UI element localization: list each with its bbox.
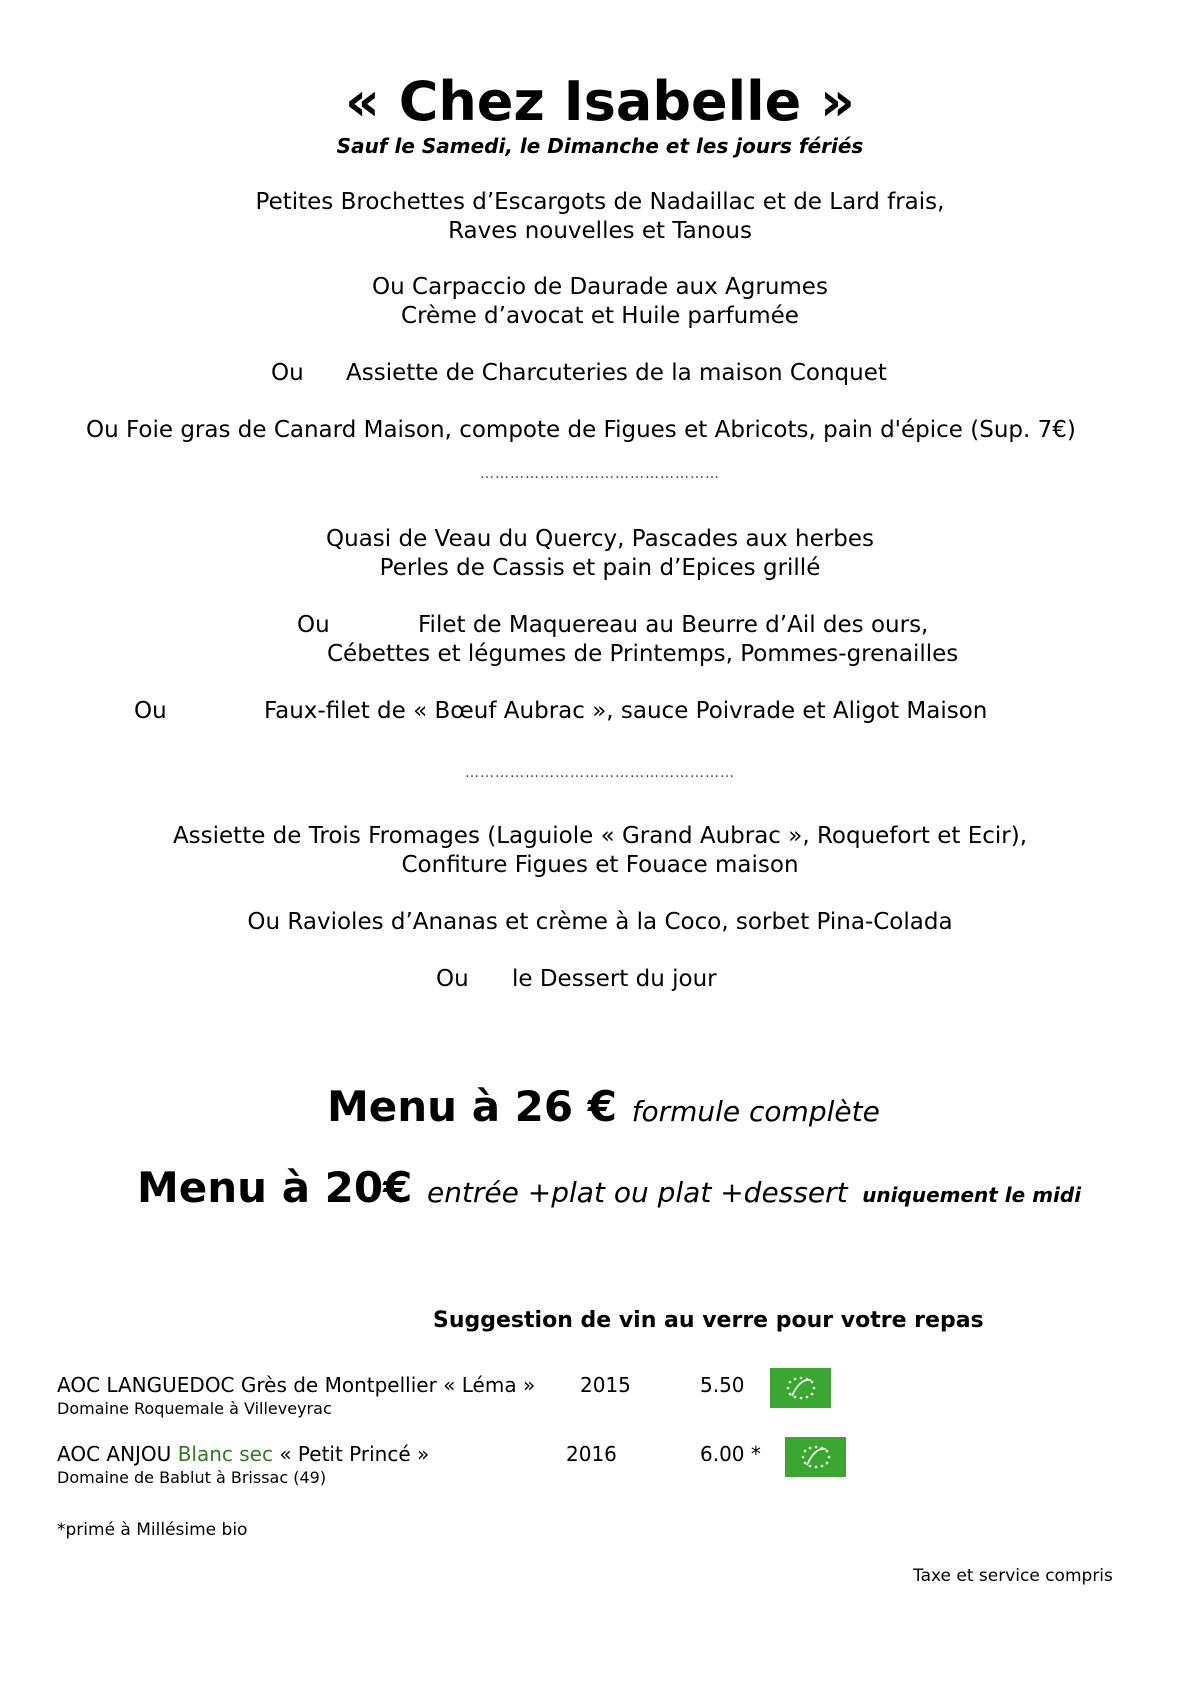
entree-4: Ou Foie gras de Canard Maison, compote de Figues et Abricots, pain d'épice (Sup. 7€) <box>86 417 1076 443</box>
wine-title: Suggestion de vin au verre pour votre repas <box>433 1308 984 1333</box>
wine-1-price: 5.50 <box>700 1373 745 1397</box>
plat-1 <box>0 525 1200 583</box>
dessert-2: Ou Ravioles d’Ananas et crème à la Coco, sorbet Pina-Colada <box>247 909 953 935</box>
wine-2-name-a: AOC ANJOU <box>57 1442 178 1466</box>
eu-organic-leaf-icon <box>770 1368 831 1408</box>
wine-2-name-c: « Petit Princé » <box>272 1442 430 1466</box>
dessert-1-line-2: Confiture Figues et Fouace maison <box>401 852 799 878</box>
entree-1-line-2: Raves nouvelles et Tanous <box>448 218 752 244</box>
plat-3: Faux-filet de « Bœuf Aubrac », sauce Poivrade et Aligot Maison <box>264 698 988 724</box>
menu-20-note-2: uniquement le midi <box>862 1183 1082 1207</box>
entree-2-line-2: Crème d’avocat et Huile parfumée <box>401 303 799 329</box>
dessert-3: le Dessert du jour <box>512 966 717 992</box>
entree-2-line-1: Ou Carpaccio de Daurade aux Agrumes <box>372 274 828 300</box>
wine-2-domain: Domaine de Bablut à Brissac (49) <box>57 1468 327 1487</box>
wine-1-domain: Domaine Roquemale à Villeveyrac <box>57 1399 332 1418</box>
bio-logo <box>785 1437 846 1477</box>
entree-3: Assiette de Charcuteries de la maison Conquet <box>346 360 887 386</box>
dessert-1 <box>0 822 1200 880</box>
menu-20-note: entrée +plat ou plat +dessert <box>426 1176 848 1209</box>
eu-organic-leaf-icon <box>785 1437 846 1477</box>
wine-2-name <box>57 1442 429 1466</box>
menu-26 <box>327 1082 880 1131</box>
menu-20 <box>137 1163 1081 1212</box>
entree-3-ou: Ou <box>271 360 304 386</box>
entree-1 <box>0 188 1200 246</box>
separator-1: ………………………………………… <box>480 466 720 482</box>
wine-2-price: 6.00 * <box>700 1442 761 1466</box>
plat-3-ou: Ou <box>134 698 167 724</box>
wine-1-year: 2015 <box>580 1373 631 1397</box>
plat-1-line-2: Perles de Cassis et pain d’Epices grillé <box>379 555 821 581</box>
plat-2-ou: Ou <box>297 612 330 638</box>
wine-1-name: AOC LANGUEDOC Grès de Montpellier « Léma » <box>57 1373 536 1397</box>
plat-1-line-1: Quasi de Veau du Quercy, Pascades aux herbes <box>326 526 874 552</box>
dessert-3-ou: Ou <box>436 966 469 992</box>
entree-1-line-1: Petites Brochettes d’Escargots de Nadaillac et de Lard frais, <box>255 189 945 215</box>
menu-26-label: Menu à 26 € <box>327 1082 617 1131</box>
plat-2-line-2: Cébettes et légumes de Printemps, Pommes-grenailles <box>327 641 959 667</box>
menu-26-note: formule complète <box>631 1095 880 1128</box>
menu-20-label: Menu à 20€ <box>137 1163 413 1212</box>
wine-2-year: 2016 <box>566 1442 617 1466</box>
dessert-1-line-1: Assiette de Trois Fromages (Laguiole « Grand Aubrac », Roquefort et Ecir), <box>172 823 1028 849</box>
wine-2-name-b: Blanc sec <box>177 1442 273 1466</box>
entree-2 <box>0 273 1200 331</box>
page-subtitle: Sauf le Samedi, le Dimanche et les jours fériés <box>336 134 864 158</box>
wine-footnote: *primé à Millésime bio <box>57 1520 248 1540</box>
bio-logo <box>770 1368 831 1408</box>
footer-note: Taxe et service compris <box>913 1566 1113 1586</box>
separator-2: ……………………………………………… <box>465 765 735 781</box>
plat-2-line-1: Filet de Maquereau au Beurre d’Ail des ours, <box>418 612 929 638</box>
page-title: « Chez Isabelle » <box>345 70 855 133</box>
